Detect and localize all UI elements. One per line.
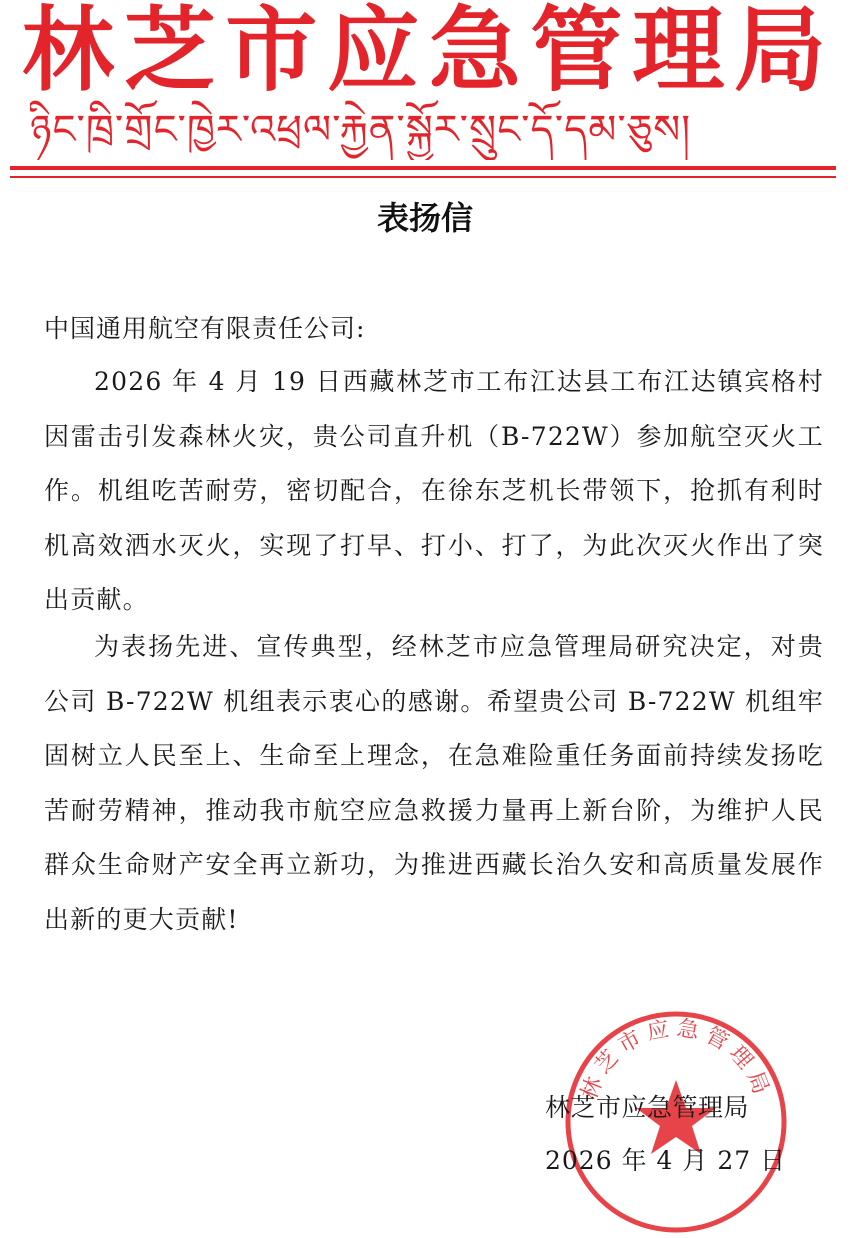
addressee: 中国通用航空有限责任公司: <box>44 314 366 343</box>
letterhead-divider-thin <box>10 176 836 178</box>
letterhead-char: 理 <box>632 0 727 104</box>
letterhead-divider-thick <box>10 166 836 170</box>
signing-date: 2026 年 4 月 27 日 <box>545 1146 787 1175</box>
body-paragraph-2: 为表扬先进、宣传典型，经林芝市应急管理局研究决定，对贵公司 B-722W 机组表示衷心的感谢。希望贵公司 B-722W 机组牢固树立人民至上、生命至上理念，在急难险重任务面前持续发扬吃苦耐劳精神，推动我市航空应急救援力量再上新台阶，为维护人民群众生命财产安全再立新功，为推进西藏长治久安和高质量发展作出新的更大贡献! <box>44 632 824 934</box>
signer-name: 林芝市应急管理局 <box>545 1093 750 1122</box>
body-paragraph-1: 2026 年 4 月 19 日西藏林芝市工布江达县工布江达镇宾格村因雷击引发森林火灾，贵公司直升机（B-722W）参加航空灭火工作。机组吃苦耐劳，密切配合，在徐东芝机长带领下，抢抓有利时机高效洒水灭火，实现了打早、打小、打了，为此次灭火作出了突出贡献。 <box>44 367 824 614</box>
letterhead-char: 急 <box>428 0 523 104</box>
document-title: 表扬信 <box>376 199 473 237</box>
letterhead-char: 芝 <box>123 0 218 104</box>
letterhead-char: 应 <box>327 0 422 104</box>
letterhead-char: 局 <box>733 0 828 104</box>
letterhead-char: 管 <box>530 0 625 104</box>
seal-text: 林芝市应急管理局 <box>576 1016 776 1104</box>
letterhead-tibetan-name: ཉིང་ཁྲི་གྲོང་ཁྱེར་འཕྲལ་རྐྱེན་སྐྱོར་སྲུང་དོ་དམ་ཅུས། <box>30 107 692 153</box>
letterhead-char: 市 <box>225 0 320 104</box>
letterhead-char: 林 <box>22 0 117 104</box>
letterhead-org-name <box>22 0 828 104</box>
